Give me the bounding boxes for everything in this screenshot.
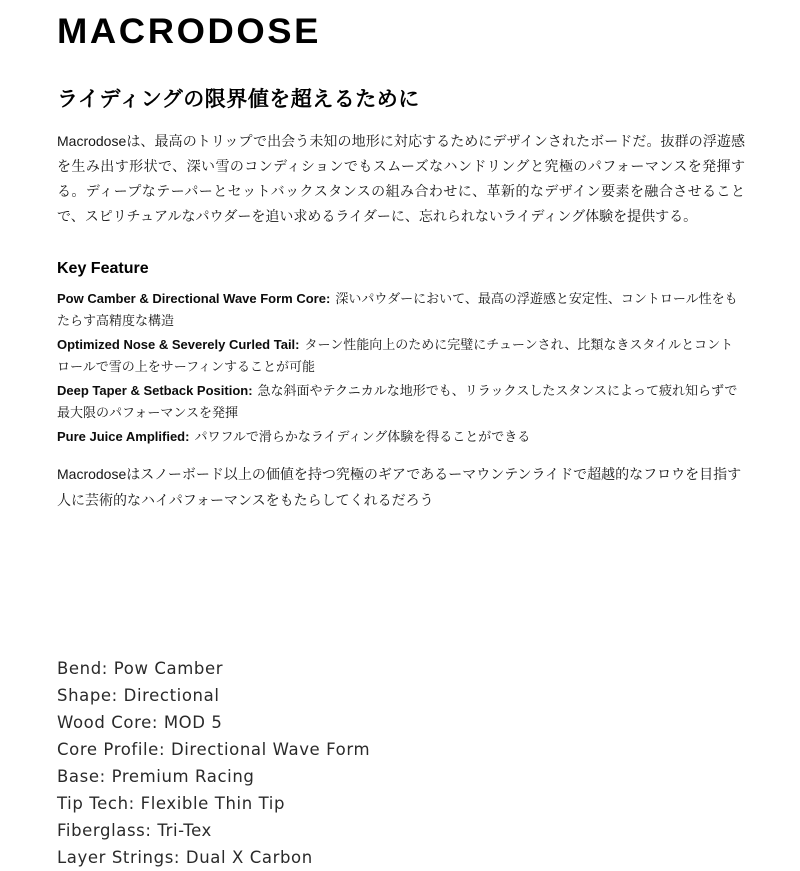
spec-row-fiberglass: Fiberglass: Tri-Tex bbox=[57, 821, 212, 840]
feature-item bbox=[57, 334, 745, 378]
feature-description: ターン性能向上のために完璧にチューンされ、比類なきスタイルとコントロールで雪の上をサーフィンすることが可能 bbox=[57, 337, 734, 374]
spec-row-tip-tech: Tip Tech: Flexible Thin Tip bbox=[57, 794, 286, 813]
product-closing-paragraph: Macrodoseはスノーボード以上の価値を持つ究極のギアであるーマウンテンライドで超越的なフロウを目指す人に芸術的なハイパフォーマンスをもたらしてくれるだろう bbox=[57, 466, 742, 508]
spec-row-wood-core: Wood Core: MOD 5 bbox=[57, 713, 223, 732]
product-intro-paragraph: Macrodoseは、最高のトリップで出会う未知の地形に対応するためにデザインされたボードだ。抜群の浮遊感を生み出す形状で、深い雪のコンディションでもスムーズなハンドリングと究極のパフォーマンスを発揮する。ディープなテーパーとセットバックスタンスの組み合わせに、革新的なデザイン要素を融合させることで、スピリチュアルなパウダーを追い求めるライダーに、忘れられないライディング体験を提供する。 bbox=[57, 133, 745, 224]
product-title: MACRODOSE bbox=[57, 12, 322, 51]
feature-item bbox=[57, 288, 745, 332]
spec-row-base: Base: Premium Racing bbox=[57, 767, 255, 786]
spec-row-bend: Bend: Pow Camber bbox=[57, 659, 224, 678]
feature-item bbox=[57, 426, 745, 448]
feature-item bbox=[57, 380, 745, 424]
feature-list bbox=[57, 288, 745, 448]
feature-description: パワフルで滑らかなライディング体験を得ることができる bbox=[194, 429, 531, 444]
spec-row-core-profile: Core Profile: Directional Wave Form bbox=[57, 740, 371, 759]
feature-title: Optimized Nose & Severely Curled Tail: bbox=[57, 337, 300, 352]
feature-title: Deep Taper & Setback Position: bbox=[57, 383, 253, 398]
product-headline: ライディングの限界値を超えるために bbox=[57, 88, 420, 111]
feature-description: 急な斜面やテクニカルな地形でも、リラックスしたスタンスによって疲れ知らずで最大限のパフォーマンスを発揮 bbox=[57, 383, 738, 420]
spec-list bbox=[57, 655, 745, 871]
key-feature-heading: Key Feature bbox=[57, 260, 149, 277]
feature-description: 深いパウダーにおいて、最高の浮遊感と安定性、コントロール性をもたらす高精度な構造 bbox=[57, 291, 738, 328]
feature-title: Pow Camber & Directional Wave Form Core: bbox=[57, 291, 331, 306]
spec-row-shape: Shape: Directional bbox=[57, 686, 220, 705]
spec-row-layer-strings: Layer Strings: Dual X Carbon bbox=[57, 848, 313, 867]
feature-title: Pure Juice Amplified: bbox=[57, 429, 190, 444]
